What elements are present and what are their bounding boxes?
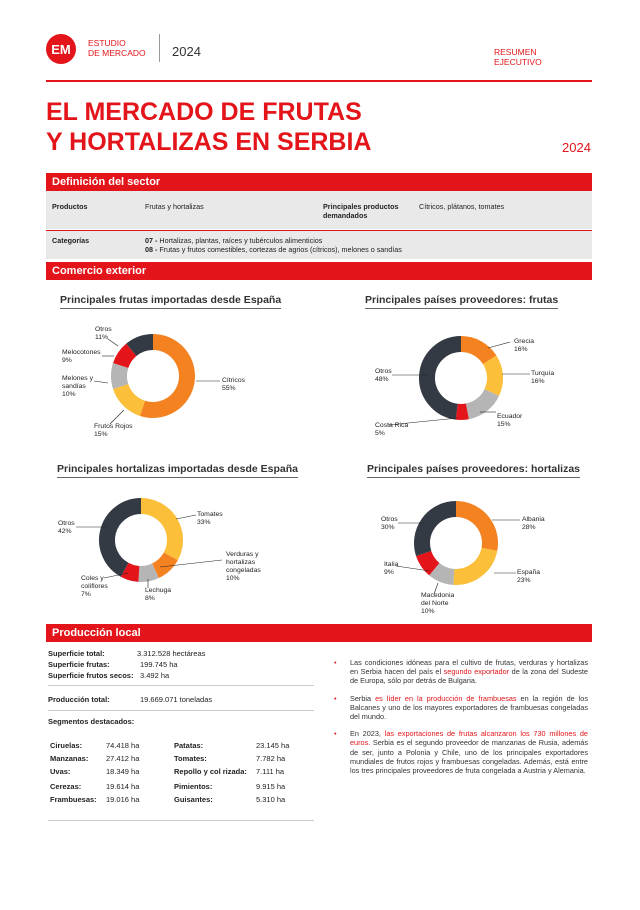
donut-slice-ecuador xyxy=(467,392,491,411)
c3-coles-name-2: coliflores xyxy=(81,583,108,590)
donut-slice-frutos-rojos xyxy=(121,387,143,409)
seg-row xyxy=(50,794,139,807)
donut-slice-melocotones xyxy=(121,350,132,366)
c1-melon-name-2: sandías xyxy=(62,383,86,390)
seg-row xyxy=(174,781,289,794)
c2-grecia-value: 16% xyxy=(514,346,528,353)
chart2-title: Principales países proveedores: frutas xyxy=(365,294,558,309)
chart1-donut xyxy=(119,342,187,410)
c3-otros-name: Otros xyxy=(58,520,75,527)
seg-value: 9.915 ha xyxy=(256,782,286,791)
sup-total-row xyxy=(48,648,328,659)
segmentos-left xyxy=(50,740,139,807)
bullet-1-text-b: de la zona del Sudeste de Europa, sólo por detrás de Bulgaria. xyxy=(350,667,588,686)
summary-line-2: EJECUTIVO xyxy=(494,57,542,67)
seg-name: Tomates: xyxy=(174,754,207,763)
header-year: 2024 xyxy=(172,44,201,59)
c2-turq-value: 16% xyxy=(531,378,545,385)
title-line-2: Y HORTALIZAS EN SERBIA xyxy=(46,128,372,156)
seg-row xyxy=(174,740,289,753)
c3-label-coles xyxy=(81,575,108,599)
produccion-bullets xyxy=(332,658,588,783)
em-logo: EM xyxy=(46,34,76,64)
section-comercio-heading: Comercio exterior xyxy=(46,262,592,280)
prod-total-label: Producción total: xyxy=(48,695,110,704)
c2-grecia-name: Grecia xyxy=(514,338,535,345)
cat1-code: 07 - xyxy=(145,236,158,245)
seg-name: Guisantes: xyxy=(174,795,213,804)
sup-frutos-secos-label: Superficie frutos secos: xyxy=(48,671,134,680)
c3-coles-name-1: Coles y xyxy=(81,575,104,582)
seg-row xyxy=(174,766,289,779)
seg-value: 18.349 ha xyxy=(106,767,140,776)
chart3-donut xyxy=(107,506,175,574)
c1-label-melones xyxy=(62,375,93,399)
principales-label-1: Principales productos xyxy=(323,202,399,211)
c4-label-espana xyxy=(517,569,540,585)
c3-tom-name: Tomates xyxy=(197,511,223,518)
c2-label-costa-rica xyxy=(375,422,408,438)
segmentos-label: Segmentos destacados: xyxy=(48,717,135,726)
c1-melon-value: 10% xyxy=(62,391,76,398)
donut-slice-macedonia-del-norte xyxy=(434,569,454,577)
c4-ita-value: 9% xyxy=(384,569,394,576)
c1-froj-name: Frutos Rojos xyxy=(94,423,133,430)
c2-ecu-name: Ecuador xyxy=(497,413,523,420)
bullet-2 xyxy=(332,694,588,722)
bullet-3 xyxy=(332,729,588,775)
sup-frutos-secos-row xyxy=(48,670,328,681)
c3-label-tomates xyxy=(197,511,223,527)
c3-verd-value: 10% xyxy=(226,575,240,582)
c2-label-ecuador xyxy=(497,413,522,429)
c2-label-turquia xyxy=(531,370,554,386)
donut-slice-tomates xyxy=(141,506,175,556)
section-definicion-heading: Definición del sector xyxy=(46,173,592,191)
seg-name: Cerezas: xyxy=(50,782,82,791)
donut-slice-albania xyxy=(456,509,490,549)
c4-esp-name: España xyxy=(517,569,541,576)
chart1-title: Principales frutas importadas desde España xyxy=(60,294,281,309)
bullet-dot: • xyxy=(334,729,337,739)
c3-verd-name-2: hortalizas xyxy=(226,559,256,566)
sup-frutas-value: 199.745 ha xyxy=(140,660,178,669)
c1-melon-name-1: Melones y xyxy=(62,375,93,382)
bullet-1-text-a: Las condiciones idóneas para el cultivo de frutas, verduras y hortalizas en Serbia hacen del país el xyxy=(350,658,588,677)
seg-row xyxy=(50,766,139,779)
c3-label-otros xyxy=(58,520,75,536)
c3-lech-name: Lechuga xyxy=(145,587,172,594)
seg-value: 74.418 ha xyxy=(106,741,140,750)
divider-3 xyxy=(48,820,314,821)
seg-name: Ciruelas: xyxy=(50,741,83,750)
donut-slice-italia xyxy=(424,554,435,570)
cat2-text: Frutas y frutos comestibles, cortezas de agrios (cítricos), melones o sandías xyxy=(159,245,402,254)
bullet-dot: • xyxy=(334,693,337,703)
divider-2 xyxy=(48,710,314,711)
seg-value: 5.310 ha xyxy=(256,795,286,804)
c4-ita-name: Italia xyxy=(384,561,399,568)
sup-frutas-label: Superficie frutas: xyxy=(48,660,110,669)
c2-cr-name: Costa Rica xyxy=(375,422,409,429)
seg-row xyxy=(50,753,139,766)
bullet-1 xyxy=(332,658,588,686)
bullet-3-highlight: las exportaciones de frutas alcanzaron los 730 millones de euros. xyxy=(350,729,588,748)
c4-esp-value: 23% xyxy=(517,577,531,584)
sup-frutos-secos-value: 3.492 ha xyxy=(140,671,170,680)
donut-slice-melones-y-sand-as xyxy=(119,365,121,386)
c4-label-macedonia xyxy=(421,592,454,616)
c1-label-citricos xyxy=(222,377,245,393)
c3-verd-name-1: Verduras y xyxy=(226,551,259,558)
seg-row xyxy=(174,794,289,807)
leader-lines xyxy=(76,339,530,594)
brand-line-2: DE MERCADO xyxy=(88,48,146,58)
c4-mac-name-2: del Norte xyxy=(421,600,449,607)
c4-alb-value: 28% xyxy=(522,524,536,531)
title-year: 2024 xyxy=(562,140,591,155)
c2-ecu-value: 15% xyxy=(497,421,511,428)
c3-label-lechuga xyxy=(145,587,171,603)
sup-total-value: 3.312.528 hectáreas xyxy=(137,649,206,658)
donut-slice-espa-a xyxy=(454,549,490,577)
c2-label-grecia xyxy=(514,338,534,354)
c4-label-italia xyxy=(384,561,398,577)
c2-otros-name: Otros xyxy=(375,368,392,375)
c1-citr-name: Cítricos xyxy=(222,377,246,384)
summary-line-1: RESUMEN xyxy=(494,47,537,57)
section-produccion-heading: Producción local xyxy=(46,624,592,642)
seg-name: Patatas: xyxy=(174,741,204,750)
productos-label: Productos xyxy=(52,202,88,211)
brand-line-1: ESTUDIO xyxy=(88,38,126,48)
chart3-title: Principales hortalizas importadas desde España xyxy=(57,463,298,478)
donut-slice-otros xyxy=(422,509,456,554)
c3-verd-name-3: congeladas xyxy=(226,567,261,574)
sup-total-label: Superficie total: xyxy=(48,649,105,658)
seg-name: Pimientos: xyxy=(174,782,213,791)
donut-slice-turqu-a xyxy=(490,360,495,393)
donut-slice-otros xyxy=(107,506,141,570)
c1-meloc-value: 9% xyxy=(62,357,72,364)
bullet-2-highlight: es líder en la producción de frambuesas xyxy=(375,693,517,703)
bullet-3-text-a: En 2023, xyxy=(350,729,385,739)
c1-citr-value: 55% xyxy=(222,385,236,392)
bullet-dot: • xyxy=(334,658,337,667)
donut-slice-costa-rica xyxy=(457,411,468,412)
bullet-2-text-a: Serbia xyxy=(350,693,376,703)
prod-total-row xyxy=(48,694,212,705)
c1-froj-value: 15% xyxy=(94,431,108,438)
c1-otros-name: Otros xyxy=(95,326,112,333)
bullet-3-text-b: Serbia es el segundo proveedor de manzanas de Rusia, además de ser, junto a Polonia y Chile, uno de los principales exportadores mundiales de frutos rojos y frambuesas congeladas. Además, está entre los tres principales proveedores de fruta congelada a Austria y Alemania. xyxy=(350,738,588,776)
seg-value: 19.016 ha xyxy=(106,795,140,804)
seg-row xyxy=(50,781,139,794)
c2-otros-value: 48% xyxy=(375,376,389,383)
seg-row xyxy=(50,740,139,753)
donut-slice-c-tricos xyxy=(142,342,187,410)
bullet-1-highlight: segundo exportador xyxy=(443,667,510,677)
c4-otros-value: 30% xyxy=(381,524,395,531)
c2-cr-value: 5% xyxy=(375,430,385,437)
prod-total-value: 19.669.071 toneladas xyxy=(140,695,213,704)
donut-slice-grecia xyxy=(461,344,490,360)
superficies-block xyxy=(48,648,328,681)
categorias-label: Categorías xyxy=(52,236,90,245)
chart2-donut xyxy=(427,344,495,412)
c4-otros-name: Otros xyxy=(381,516,398,523)
cat2-code: 08 - xyxy=(145,245,158,254)
c3-label-verduras xyxy=(226,551,261,583)
chart4-donut xyxy=(422,509,490,577)
c2-turq-name: Turquía xyxy=(531,370,555,377)
chart4-title: Principales países proveedores: hortalizas xyxy=(367,463,580,478)
seg-name: Repollo y col rizada: xyxy=(174,767,247,776)
c1-label-melocotones xyxy=(62,349,101,365)
c4-alb-name: Albania xyxy=(522,516,545,523)
c1-meloc-name: Melocotones xyxy=(62,349,101,356)
seg-name: Uvas: xyxy=(50,767,71,776)
seg-value: 7.782 ha xyxy=(256,754,286,763)
c3-coles-value: 7% xyxy=(81,591,91,598)
title-line-1: EL MERCADO DE FRUTAS xyxy=(46,98,362,126)
c4-label-albania xyxy=(522,516,545,532)
seg-value: 19.614 ha xyxy=(106,782,140,791)
bullet-2-text-b: en la región de los Balcanes y uno de los mayores exportadores de frambuesas congeladas del mundo. xyxy=(350,693,588,722)
productos-value: Frutas y hortalizas xyxy=(145,202,204,211)
seg-name: Frambuesas: xyxy=(50,795,97,804)
principales-label-2: demandados xyxy=(323,211,368,220)
donut-slice-lechuga xyxy=(139,571,156,574)
c1-label-otros xyxy=(95,326,112,342)
c3-tom-value: 33% xyxy=(197,519,211,526)
seg-name: Manzanas: xyxy=(50,754,89,763)
donut-slice-verduras-y-hortalizas-congeladas xyxy=(155,556,170,570)
seg-value: 27.412 ha xyxy=(106,754,140,763)
seg-value: 7.111 ha xyxy=(256,767,285,776)
principales-value: Cítricos, plátanos, tomates xyxy=(419,202,505,211)
c4-mac-name-1: Macedonia xyxy=(421,592,455,599)
c3-lech-value: 8% xyxy=(145,595,155,602)
donut-slice-otros xyxy=(427,344,461,412)
donut-slice-otros xyxy=(131,342,153,350)
divider-1 xyxy=(48,685,314,686)
c3-otros-value: 42% xyxy=(58,528,72,535)
c4-label-otros xyxy=(381,516,398,532)
c4-mac-value: 10% xyxy=(421,608,435,615)
seg-value: 23.145 ha xyxy=(256,741,290,750)
c1-otros-value: 11% xyxy=(95,334,109,341)
seg-row xyxy=(174,753,289,766)
c1-label-frutos-rojos xyxy=(94,423,133,439)
c2-label-otros xyxy=(375,368,392,384)
sup-frutas-row xyxy=(48,659,328,670)
segmentos-right xyxy=(174,740,289,807)
cat1-text: Hortalizas, plantas, raíces y tubérculos alimenticios xyxy=(159,236,323,245)
